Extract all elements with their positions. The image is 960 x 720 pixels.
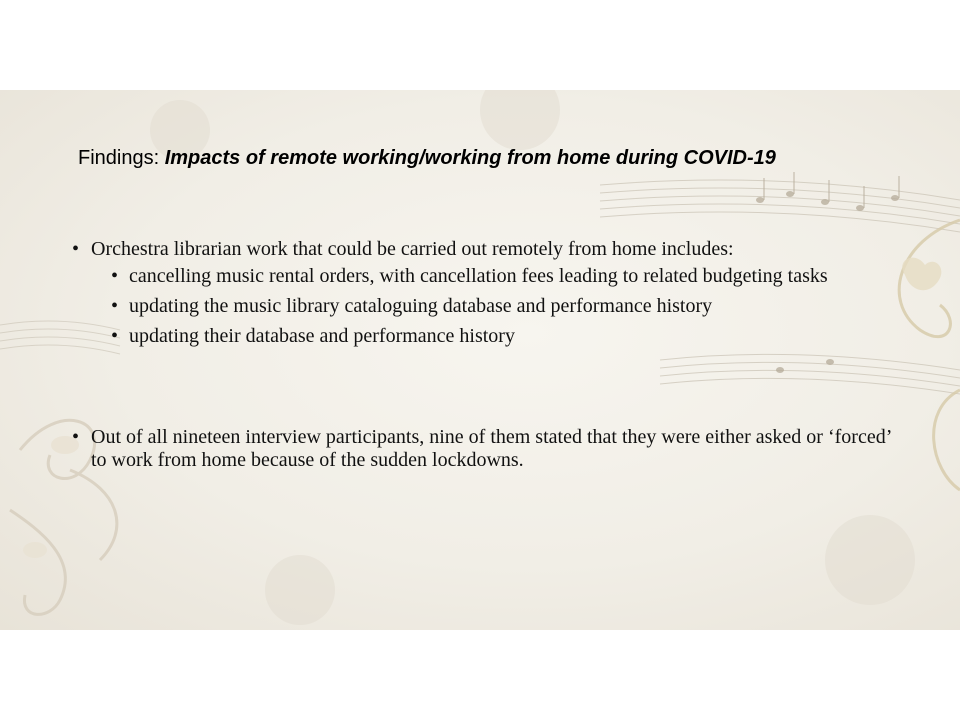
slide xyxy=(0,90,960,630)
music-score-background xyxy=(0,90,960,630)
bullet-list xyxy=(72,426,892,472)
sub-bullet-list xyxy=(91,265,892,348)
bullet-text: Orchestra librarian work that could be carried out remotely from home includes: xyxy=(91,238,734,260)
sub-bullet-item: • updating the music library cataloguing database and performance history xyxy=(111,295,892,318)
bullet-item xyxy=(72,426,892,472)
bullet-list xyxy=(72,238,892,355)
slide-title xyxy=(78,148,898,169)
bullet-text: Out of all nineteen interview participants, nine of them stated that they were either asked or ‘forced’ to work from home because of the sudden lockdowns. xyxy=(91,426,891,471)
sub-bullet-item: • cancelling music rental orders, with cancellation fees leading to related budgeting tasks xyxy=(111,265,892,288)
title-prefix: Findings: xyxy=(78,147,165,169)
bullet-item xyxy=(72,238,892,348)
sub-bullet-item: • updating their database and performance history xyxy=(111,325,892,348)
title-emphasis: Impacts of remote working/working from home during COVID-19 xyxy=(164,147,776,169)
